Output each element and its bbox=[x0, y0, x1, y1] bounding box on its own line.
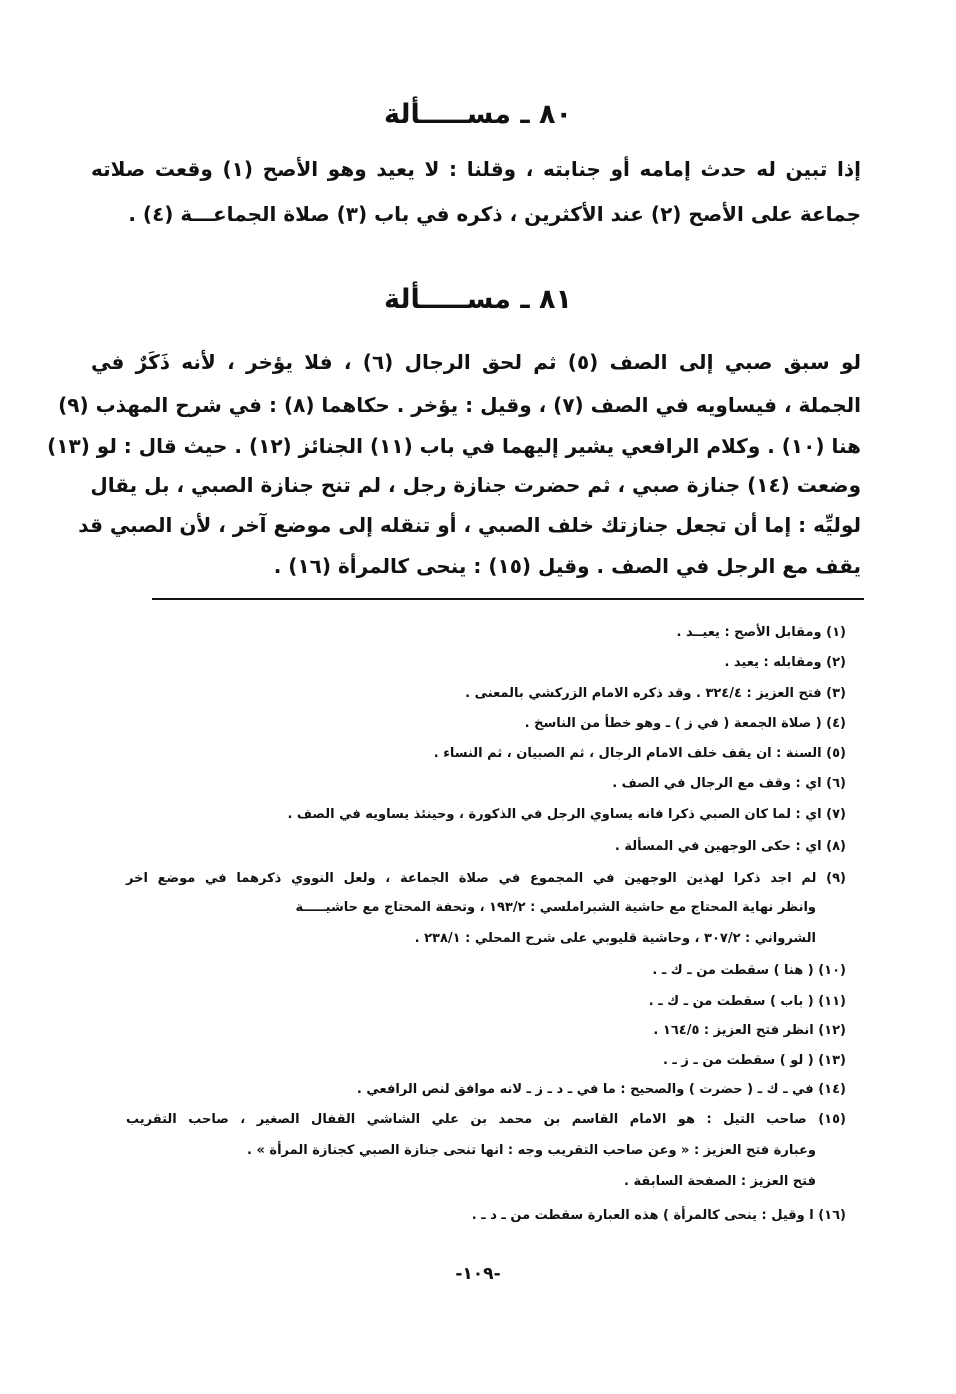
section-81-line-2: الجملة ، فيساويه في الصف (٧) ، وقيل : يؤخر . حكاهما (٨) : في شرح المهذب (٩) bbox=[58, 393, 861, 417]
section-81-line-6: يقف مع الرجل في الصف . وقيل (١٥) : ينحى كالمرأة (١٦) . bbox=[273, 554, 861, 578]
section-81-heading: ٨١ ـ مســـــألة bbox=[384, 284, 572, 315]
footnote-7: (٧) اي : لما كان الصبي ذكرا فانه يساوي الرجل في الذكورة ، وحينئذ يساويه في الصف . bbox=[287, 807, 846, 822]
footnote-11: (١١) ( باب ) سقطت من ـ ك ـ . bbox=[648, 994, 846, 1009]
section-81-line-4: وضعت (١٤) جنازة صبي ، ثم حضرت جنازة رجل ، لم تنح جنازة الصبي ، بل يقال bbox=[90, 473, 861, 497]
footnote-15-continuation-2: فتح العزيز : الصفحة السابقة . bbox=[623, 1174, 816, 1189]
section-80-line-2: جماعة على الأصح (٢) عند الأكثرين ، ذكره في باب (٣) صلاة الجماعـــة (٤) . bbox=[128, 202, 861, 226]
footnote-2: (٢) ومقابله : يعيد . bbox=[724, 655, 846, 670]
section-81-line-5: لوليِّه : إما أن تجعل جنازتك خلف الصبي ، أو تنقله إلى موضع آخر ، لأن الصبي قد bbox=[78, 513, 861, 537]
footnote-3: (٣) فتح العزيز : ٣٢٤/٤ . وقد ذكره الامام الزركشي بالمعنى . bbox=[465, 686, 846, 701]
footnote-9-continuation-2: الشرواني : ٣٠٧/٢ ، وحاشية قليوبي على شرح المحلي : ٢٣٨/١ . bbox=[414, 931, 816, 946]
section-80-line-1: إذا تبين له حدث إمامه أو جنابته ، وقلنا : لا يعيد وهو الأصح (١) وقعت صلاته bbox=[91, 157, 861, 181]
section-81-line-3: هنا (١٠) . وكلام الرافعي يشير إليهما في باب (١١) الجنائز (١٢) . حيث قال : لو (١٣) bbox=[47, 434, 861, 458]
footnote-9: (٩) لم اجد ذكرا لهذين الوجهين في المجموع في صلاة الجماعة ، ولعل النووي ذكرهما في موضع اخر bbox=[126, 871, 846, 886]
section-81-line-1: لو سبق صبي إلى الصف (٥) ثم لحق الرجال (٦) ، فلا يؤخر ، لأنه ذَكَرٌ في bbox=[91, 350, 861, 374]
footnote-16: (١٦) ا وقيل : ينحى كالمرأة ) هذه العبارة سقطت من ـ د ـ . bbox=[471, 1208, 846, 1223]
footnote-6: (٦) اي : وقف مع الرجال في الصف . bbox=[612, 776, 846, 791]
footnote-8: (٨) اي : حكى الوجهين في المسألة . bbox=[614, 839, 846, 854]
section-80-heading: ٨٠ ـ مســـــألة bbox=[384, 99, 572, 130]
footnote-14: (١٤) في ـ ك ـ ( حضرت ) والصحيح : ما في ـ د ـ ز ـ لانه موافق لنص الرافعي . bbox=[356, 1082, 846, 1097]
footnote-15-continuation-1: وعبارة فتح العزيز : « وعن صاحب التقريب وجه : انها تنحى جنازة الصبي كجنازة المرأة » . bbox=[247, 1143, 816, 1158]
footnote-10: (١٠) ( هنا ) سقطت من ـ ك ـ . bbox=[652, 963, 846, 978]
page-number: -١٠٩- bbox=[455, 1264, 501, 1284]
footnote-13: (١٣) ( لو ) سقطت من ـ ز ـ . bbox=[662, 1053, 846, 1068]
footnote-5: (٥) السنة : ان يقف خلف الامام الرجال ، ثم الصبيان ، ثم النساء . bbox=[433, 746, 846, 761]
footnote-12: (١٢) انظر فتح العزيز : ١٦٤/٥ . bbox=[653, 1023, 846, 1038]
footnote-9-continuation-1: وانظر نهاية المحتاج مع حاشية الشبراملسي : ١٩٣/٢ ، وتحفة المحتاج مع حاشيـــــة bbox=[295, 900, 816, 915]
footnote-1: (١) ومقابل الأصح : يعيــد . bbox=[676, 625, 846, 640]
footnote-4: (٤) ( صلاة الجمعة ( في ز ) ـ وهو خطأ من الناسخ . bbox=[524, 716, 846, 731]
footnote-15: (١٥) صاحب التيل : هو الامام القاسم بن محمد بن علي الشاشي القفال الصغير ، صاحب التقريب bbox=[126, 1112, 846, 1127]
footnote-divider bbox=[152, 598, 864, 600]
